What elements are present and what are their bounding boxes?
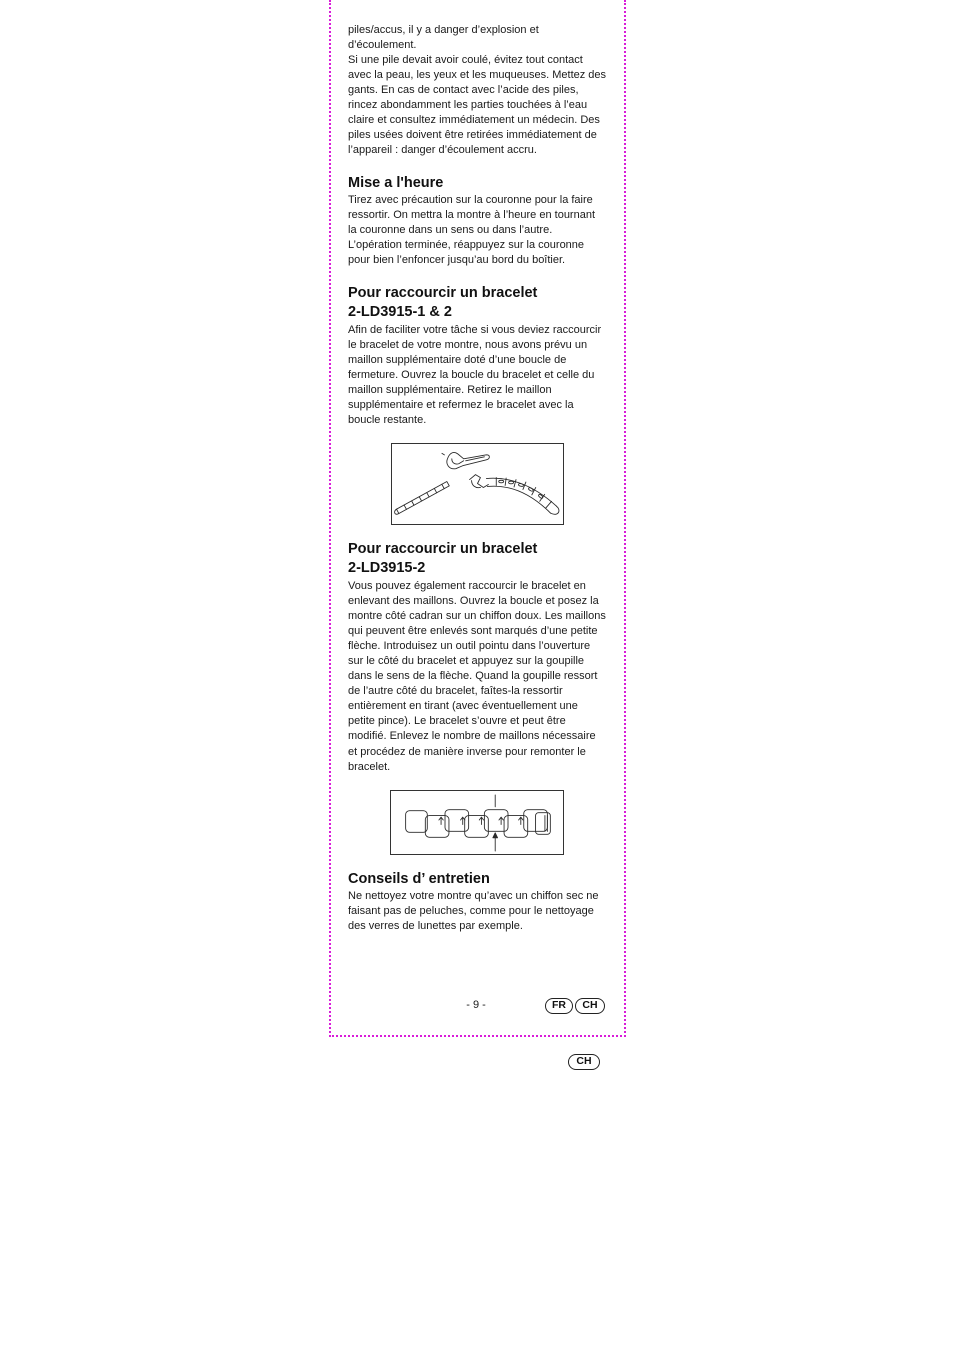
paragraph-setting-time: Tirez avec précaution sur la couronne pour la faire ressortir. On mettra la montre à l’heure en tournant la couronne dans un sens ou dans l’autre. L’opération terminée, réappuyez sur la couronne pour bien l’enfoncer jusqu’au bord du boîtier. <box>348 193 596 266</box>
removed-link-strip <box>395 482 450 515</box>
bracelet-links <box>406 810 551 838</box>
clasp-drawing <box>392 444 563 524</box>
heading-shorten-bracelet-2: Pour raccourcir un bracelet 2-LD3915-2 <box>348 540 538 576</box>
language-badge-ch: CH <box>575 998 605 1014</box>
paragraph-shorten-bracelet-1-2: Afin de faciliter votre tâche si vous deviez raccourcir le bracelet de votre montre, nous avons prévu un maillon supplémentaire doté d’une boucle de fermeture. Ouvrez la boucle du bracelet et celle du maillon supplémentaire. Retirez le maillon supplémentaire et refermez le bracelet avec la boucle restante. <box>348 323 602 427</box>
page-number: - 9 - <box>466 999 486 1011</box>
clasp-piece <box>442 452 489 468</box>
paragraph-shorten-bracelet-2: Vous pouvez également raccourcir le bracelet en enlevant des maillons. Ouvrez la boucle et posez la montre côté cadran sur un chiffon doux. Les maillons qui peuvent être enlevés sont marqués d’une petite flèche. Introduisez un outil pointu dans l’ouverture sur le côté du bracelet et appuyez sur la goupille dans le sens de la flèche. Quand la goupille ressort de l’autre côté du bracelet, faîtes-la ressortir entièrement en tirant (avec éventuellement une petite pince). Le bracelet s’ouvre et peut être modifié. Enlevez le nombre de maillons nécessaire et procédez de manière inverse pour remonter le bracelet. <box>348 579 606 773</box>
heading-setting-time: Mise a l'heure <box>348 174 444 191</box>
heading-shorten-bracelet-1-2: Pour raccourcir un bracelet 2-LD3915-1 & 2 <box>348 284 538 320</box>
pin-push-arrow <box>493 833 498 851</box>
intro-paragraph: piles/accus, il y a danger d’explosion et d’écoulement. Si une pile devait avoir coulé, évitez tout contact avec la peau, les yeux et les muqueuses. Mettez des gants. En cas de contact avec l’acide des piles, rincez abondamment les parties touchées à l’eau claire et consultez immédiatement un médecin. Des piles usées doivent être retirées immédiatement de l’appareil : danger d’écoulement accru. <box>348 23 607 157</box>
heading-care-tips: Conseils d’ entretien <box>348 870 490 887</box>
link-removal-drawing <box>391 791 563 854</box>
paragraph-care-tips: Ne nettoyez votre montre qu’avec un chiffon sec ne faisant pas de peluches, comme pour le nettoyage des verres de lunettes par exemple. <box>348 889 599 932</box>
figure-clasp-illustration <box>391 443 564 525</box>
link-removal-arrows <box>439 817 523 824</box>
bracelet-with-clasp <box>470 475 559 515</box>
figure-link-removal-illustration <box>390 790 564 855</box>
language-badge-fr: FR <box>545 998 573 1014</box>
margin-country-badge: CH <box>568 1054 600 1070</box>
